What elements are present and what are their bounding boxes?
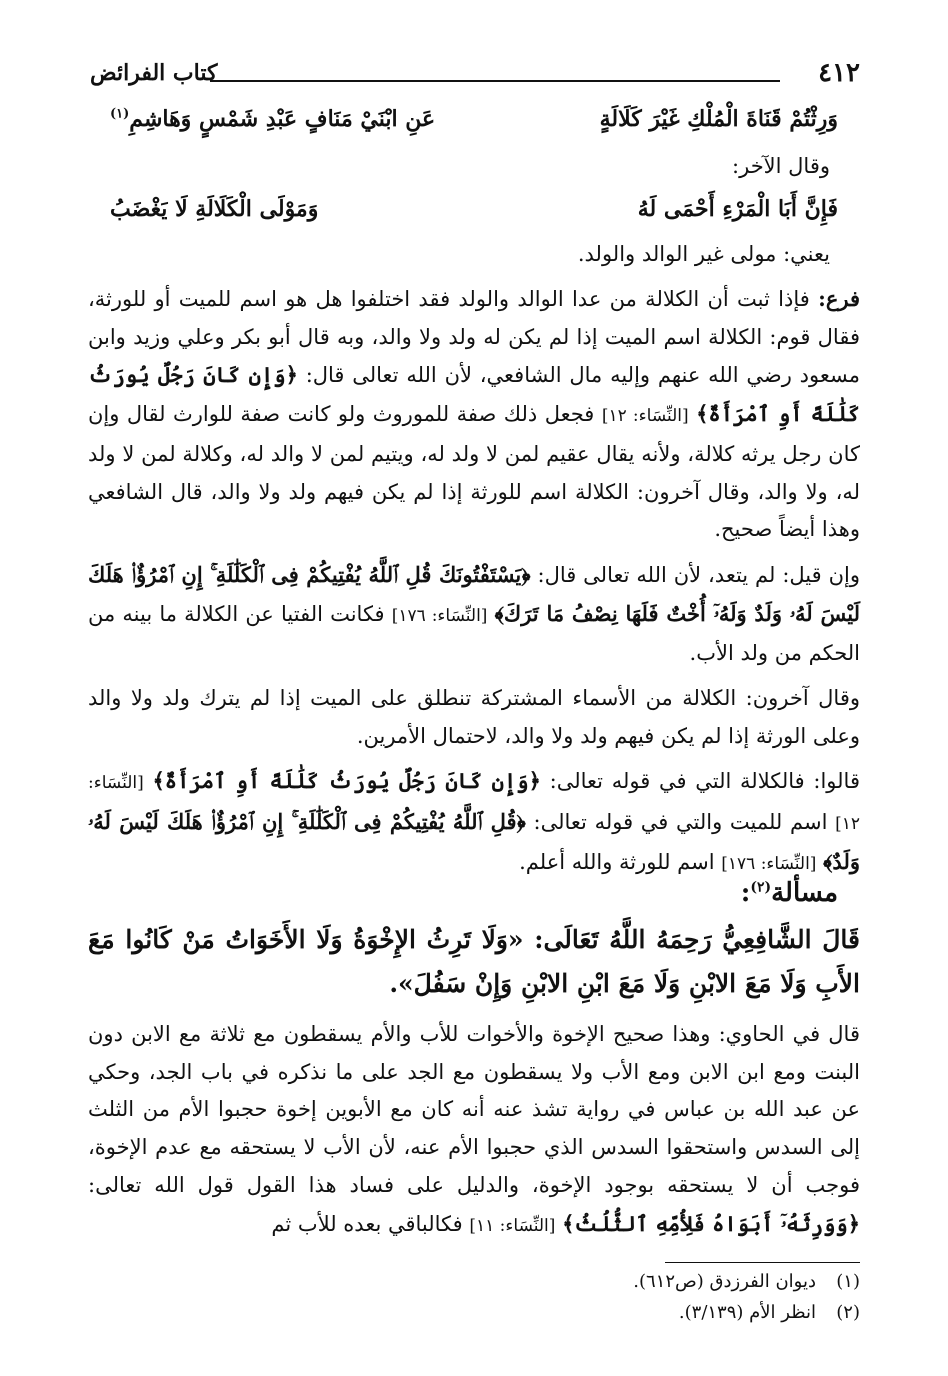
masala-heading	[741, 878, 838, 908]
paragraph-far	[88, 280, 860, 549]
paragraph-text: فكالباقي بعده للأب ثم	[271, 1211, 463, 1236]
poem-intro: وقال الآخر:	[732, 154, 830, 178]
masala-title: مسألة	[771, 878, 838, 908]
paragraph-text: قال في الحاوي: وهذا صحيح الإخوة والأخوات للأب والأم يسقطون مع ثلاثة مع الابن دون البنت ومع ابن الابن ومع الأب ولا يسقطون مع الجد على ما نذكره في باب الجد، وحكي عن عبد الله بن عباس في رواية تشذ عنه أنه كان مع الأبوين إخوة حجبوا الأم من الثلث إلى السدس واستحقوا السدس الذي حجبوا الأم عنه، لأن الأب لا يستحقه مع عدم الإخوة، فوجب أن لا يستحقه بوجود الإخوة، والدليل على فساد هذا القول قول الله تعالى:	[88, 1022, 860, 1197]
page-number: ٤١٢	[818, 58, 860, 88]
verse-reference: [النِّسَاء: ١٢]	[88, 773, 860, 834]
footnote-number: (١)	[836, 1271, 860, 1292]
verse-reference: [النِّسَاء: ١١]	[469, 1215, 556, 1236]
verse-reference: [النِّسَاء: ١٧٦]	[721, 854, 817, 875]
verse-reference: [النِّسَاء: ١٢]	[601, 406, 689, 427]
paragraph-text: فجعل ذلك صفة للموروث ولو كانت صفة للوارث لقال وإن كان رجل يرثه كلالة، ولأنه يقال عقيم لمن لا ولد له، ويتيم لمن لا والد له، وكلالة لمن لا ولد له، ولا والد، وقال آخرون: الكلالة اسم للورثة إذا لم يكن فيهم ولد ولا والد، قال الشافعي وهذا أيضاً صحيح.	[88, 402, 860, 542]
quran-verse: ﴿وَوَرِثَهُۥٓ أَبَوَاهُ فَلِأُمِّهِ ٱلثُّلُثُ﴾	[562, 1210, 860, 1236]
footnote-1	[633, 1271, 860, 1292]
gloss-line: يعني: مولى غير الوالد والولد.	[577, 242, 830, 266]
paragraph-text: فكانت الفتيا عن الكلالة ما بينه من الحكم من ولد الأب.	[88, 601, 860, 666]
paragraph-others: وقال آخرون: الكلالة من الأسماء المشتركة تنطلق على الميت إذا لم يترك ولد ولا والد وعلى الورثة إذا لم يكن فيهم ولد ولا والد، لاحتمال الأمرين.	[88, 686, 860, 748]
paragraph-text: فإذا ثبت أن الكلالة من عدا الوالد والولد فقد اختلفوا هل هو اسم للميت أو للورثة، فقال قوم: الكلالة اسم الميت إذا لم يكن له ولد ولا والد، وبه قال أبو بكر وعلي وزيد وابن مسعود رضي الله عنهم وإليه مال الشافعي، لأن الله تعالى قال:	[88, 287, 860, 388]
footnote-text: انظر الأم (٣/١٣٩).	[678, 1302, 816, 1323]
poem-hemistich-right: وَرِثْتُمْ قَنَاةَ الْمُلْكِ غَيْرَ كَلَالَةٍ	[599, 106, 838, 132]
paragraph-text: وإن قيل: لم يتعد، لأن الله تعالى قال:	[537, 563, 860, 587]
verse-reference: [النِّسَاء: ١٧٦]	[391, 605, 488, 626]
far-label: فرع:	[818, 286, 860, 311]
header-rule	[210, 80, 780, 82]
footnote-rule	[665, 1262, 860, 1263]
matn-text: قَالَ الشَّافِعِيُّ رَحِمَهُ اللَّهُ تَعَالَى: «وَلَا تَرِثُ الإِخْوَةُ وَلَا الأَخَوَاتُ مَنْ كَانُوا مَعَ الأَبِ وَلَا مَعَ الابْنِ وَلَا مَعَ ابْنِ الابْنِ وَإِنْ سَفُلَ».	[88, 925, 860, 998]
book-title: كتاب الفرائض	[90, 60, 218, 86]
poem-hemistich-left-text: عَنِ ابْنَيْ مَنَافٍ عَبْدِ شَمْسٍ وَهَاشِمِ	[129, 106, 436, 132]
quran-verse: ﴿قُلِ ٱللَّهُ يُفْتِيكُمْ فِى ٱلْكَلَٰلَةِ ۚ إِنِ ٱمْرُؤٌا۟ هَلَكَ لَيْسَ لَهُۥ وَلَدٌ﴾	[88, 808, 860, 875]
quran-verse: ﴿وَإِن كَانَ رَجُلٌ يُورَثُ كَلَٰلَةً أَوِ ٱمْرَأَةٌ﴾	[88, 362, 860, 427]
paragraph-text: اسم للورثة والله أعلم.	[519, 850, 715, 875]
masala-colon: :	[740, 878, 751, 908]
paragraph-objection	[88, 556, 860, 673]
footnote-2	[679, 1302, 860, 1323]
paragraph-text: اسم للميت والتي في قوله تعالى:	[533, 809, 828, 834]
paragraph-hawi	[88, 1016, 860, 1245]
quran-verse: ﴿وَإِن كَانَ رَجُلٌ يُورَثُ كَلَٰلَةً أَوِ ٱمْرَأَةٌ﴾	[152, 768, 541, 793]
paragraph-text: قالوا: فالكلالة التي في قوله تعالى:	[549, 769, 860, 793]
poem-hemistich-left: وَمَوْلَى الْكَلَالَةِ لَا يَغْضَبُ	[110, 196, 319, 222]
footnote-text: ديوان الفرزدق (ص٦١٢).	[633, 1271, 816, 1292]
paragraph-they-said	[88, 762, 860, 884]
poem-hemistich-left	[110, 106, 435, 132]
footnote-ref-1: (١)	[110, 106, 130, 122]
page-header	[90, 58, 860, 98]
poem-hemistich-right: فَإِنَّ أَبَا الْمَرْءِ أَحْمَى لَهُ	[637, 196, 838, 222]
quran-verse: ﴿يَسْتَفْتُونَكَ قُلِ ٱللَّهُ يُفْتِيكُمْ فِى ٱلْكَلَٰلَةِ ۚ إِنِ ٱمْرُؤٌا۟ هَلَكَ لَيْسَ لَهُۥ وَلَدٌ وَلَهُۥٓ أُخْتٌ فَلَهَا نِصْفُ مَا تَرَكَ﴾	[88, 562, 860, 626]
footnote-number: (٢)	[836, 1302, 860, 1323]
footnote-ref-2: (٢)	[750, 879, 772, 896]
